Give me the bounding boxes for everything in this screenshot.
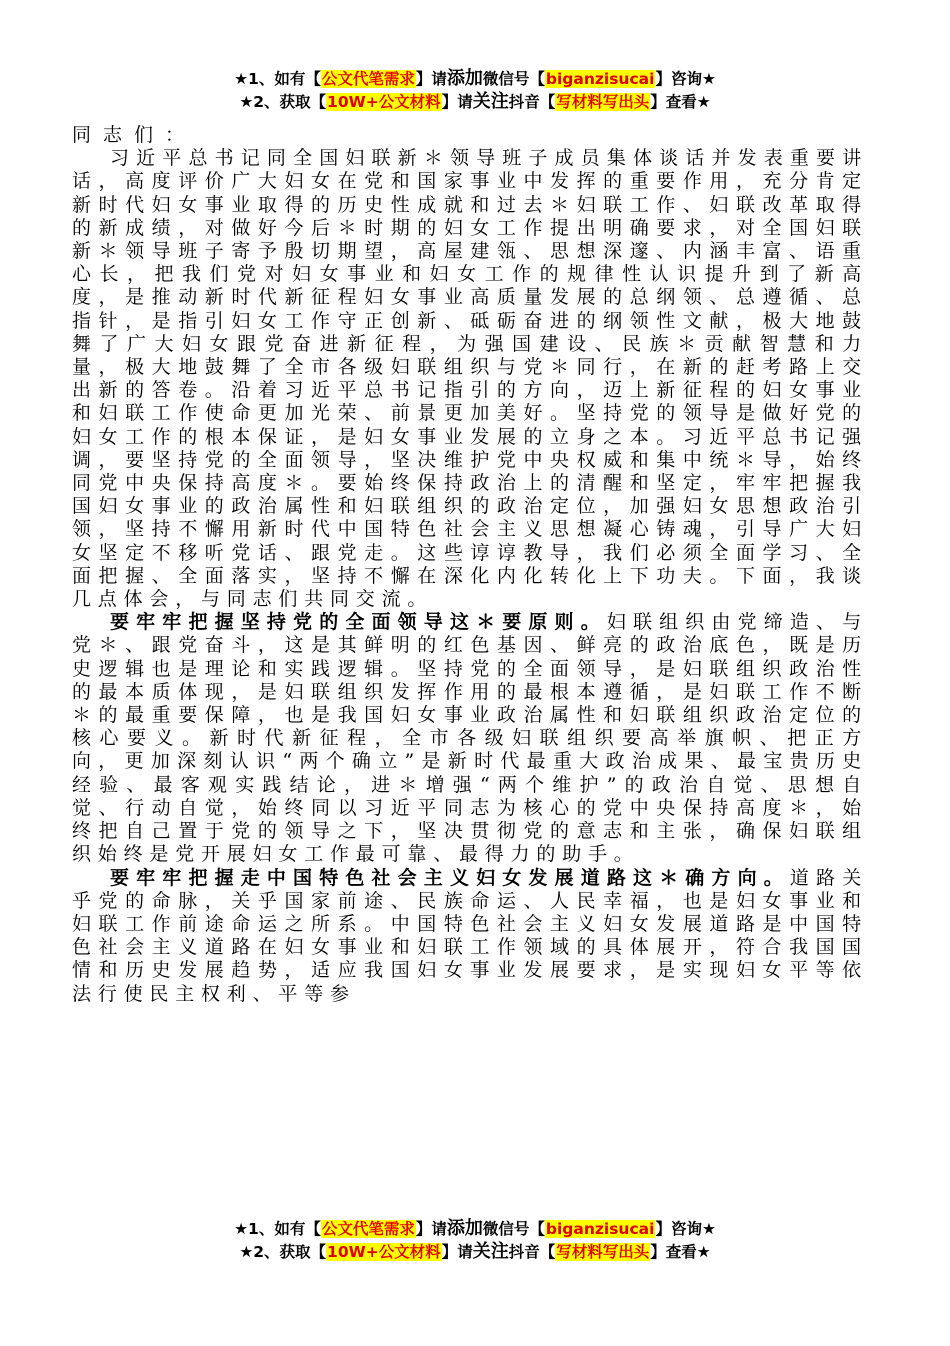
banner-highlight: 写材料写出头 [556, 93, 650, 111]
banner-text: 】请 [415, 70, 447, 88]
banner-text: 】请 [441, 1243, 473, 1261]
banner-highlight: 公文代笔需求 [321, 1220, 415, 1238]
banner-text: 】查看★ [650, 93, 711, 111]
banner-emphasis: 添加 [446, 1218, 483, 1239]
banner-highlight: 10W+公文材料 [327, 1243, 441, 1261]
paragraph-2-body: 妇联组织由党缔造、与党＊、跟党奋斗，这是其鲜明的红色基因、鲜亮的政治底色，既是历史逻辑也是理论和实践逻辑。坚持党的全面领导，是妇联组织政治性的最本质体现，是妇联组织发挥作用的最根本遵循，是妇联工作不断＊的最重要保障，也是我国妇女事业政治属性和妇联组织政治定位的核心要义。新时代新征程，全市各级妇联组织要高举旗帜、把正方向，更加深刻认识“两个确立”是新时代最重大政治成果、最宝贵历史经验、最客观实践结论，进＊增强“两个维护”的政治自觉、思想自觉、行动自觉，始终同以习近平同志为核心的党中央保持高度＊，始终把自己置于党的领导之下，坚决贯彻党的意志和主张，确保妇联组织始终是党开展妇女工作最可靠、最得力的助手。 [72, 611, 868, 866]
banner-text: 抖音【 [508, 1243, 556, 1261]
banner-highlight: 公文代笔需求 [321, 70, 415, 88]
banner-highlight: biganzisucai [545, 1220, 655, 1238]
banner-text: ★2、获取【 [239, 93, 327, 111]
banner-text: ★1、如有【 [234, 1220, 321, 1238]
footer-banner [0, 1218, 950, 1264]
banner-highlight: 10W+公文材料 [327, 93, 441, 111]
paragraph-3-body: 道路关乎党的命脉，关乎国家前途、民族命运、人民幸福，也是妇女事业和妇联工作前途命运之所系。中国特色社会主义妇女发展道路是中国特色社会主义道路在妇女事业和妇联工作领域的具体展开，符合我国国情和历史发展趋势，适应我国妇女事业发展要求，是实现妇女平等依法行使民主权利、平等参 [72, 866, 868, 1005]
salutation: 同志们： [72, 124, 197, 146]
banner-emphasis: 添加 [446, 68, 483, 89]
document-body [72, 124, 868, 1006]
banner-text: 】查看★ [650, 1243, 711, 1261]
paragraph-3 [72, 867, 868, 1006]
banner-text: 】咨询★ [655, 70, 716, 88]
banner-highlight: 写材料写出头 [556, 1243, 650, 1261]
paragraph-1: 习近平总书记同全国妇联新＊领导班子成员集体谈话并发表重要讲话，高度评价广大妇女在党和国家事业中发挥的重要作用，充分肯定新时代妇女事业取得的历史性成就和过去＊妇联工作、妇联改革取得的新成绩，对做好今后＊时期的妇女工作提出明确要求，对全国妇联新＊领导班子寄予殷切期望，高屋建瓴、思想深邃、内涵丰富、语重心长，把我们党对妇女事业和妇女工作的规律性认识提升到了新高度，是推动新时代新征程妇女事业高质量发展的总纲领、总遵循、总指针，是指引妇女工作守正创新、砥砺奋进的纲领性文献，极大地鼓舞了广大妇女跟党奋进新征程，为强国建设、民族＊贡献智慧和力量，极大地鼓舞了全市各级妇联组织与党＊同行，在新的赶考路上交出新的答卷。沿着习近平总书记指引的方向，迈上新征程的妇女事业和妇联工作使命更加光荣、前景更加美好。坚持党的领导是做好党的妇女工作的根本保证，是妇女事业发展的立身之本。习近平总书记强调，要坚持党的全面领导，坚决维护党中央权威和集中统＊导，始终同党中央保持高度＊。要始终保持政治上的清醒和坚定，牢牢把握我国妇女事业的政治属性和妇联组织的政治定位，加强妇女思想政治引领，坚持不懈用新时代中国特色社会主义思想凝心铸魂，引导广大妇女坚定不移听党话、跟党走。这些谆谆教导，我们必须全面学习、全面把握、全面落实，坚持不懈在深化内化转化上下功夫。下面，我谈几点体会，与同志们共同交流。 [72, 147, 868, 611]
paragraph-2 [72, 611, 868, 866]
banner-text: ★2、获取【 [239, 1243, 327, 1261]
banner-line-2 [0, 91, 950, 114]
banner-line-2 [0, 1241, 950, 1264]
banner-emphasis: 关注 [472, 91, 509, 112]
banner-text: 微信号【 [482, 1220, 545, 1238]
banner-text: 】请 [441, 93, 473, 111]
paragraph-2-heading: 要牢牢把握坚持党的全面领导这＊要原则。 [110, 611, 607, 634]
paragraph-3-heading: 要牢牢把握走中国特色社会主义妇女发展道路这＊确方向。 [110, 866, 790, 889]
banner-line-1 [0, 1218, 950, 1241]
header-banner [0, 68, 950, 114]
banner-emphasis: 关注 [472, 1241, 509, 1262]
banner-text: ★1、如有【 [234, 70, 321, 88]
banner-text: 】咨询★ [655, 1220, 716, 1238]
banner-line-1 [0, 68, 950, 91]
banner-text: 抖音【 [508, 93, 556, 111]
banner-text: 】请 [415, 1220, 447, 1238]
banner-highlight: biganzisucai [545, 70, 655, 88]
banner-text: 微信号【 [482, 70, 545, 88]
